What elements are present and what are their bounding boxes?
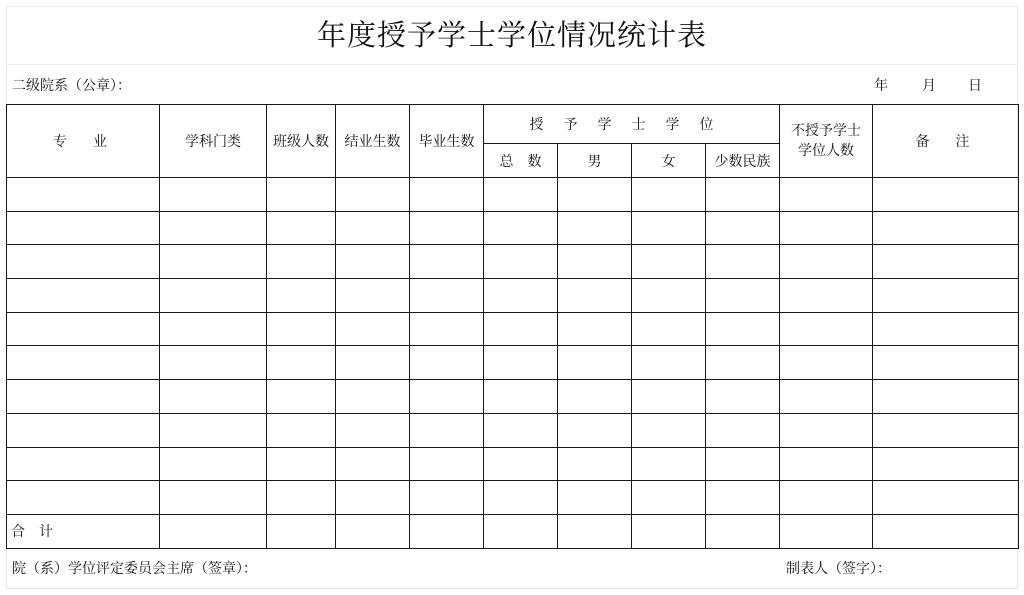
table-cell[interactable] (632, 211, 706, 245)
table-cell[interactable] (336, 346, 410, 380)
header-female: 女 (632, 144, 706, 178)
table-cell[interactable] (336, 245, 410, 279)
table-cell[interactable] (160, 481, 267, 515)
table-cell[interactable] (160, 245, 267, 279)
header-minority: 少数民族 (706, 144, 780, 178)
table-cell[interactable] (873, 447, 1019, 481)
table-cell[interactable] (410, 413, 484, 447)
table-cell[interactable] (410, 312, 484, 346)
header-not-awarded (780, 105, 873, 178)
table-cell[interactable] (267, 279, 336, 313)
table-cell[interactable] (706, 514, 780, 548)
table-cell[interactable] (706, 481, 780, 515)
table-cell[interactable] (706, 211, 780, 245)
table-cell[interactable] (160, 413, 267, 447)
statistics-table (6, 104, 1019, 549)
table-cell[interactable] (558, 447, 632, 481)
header-male: 男 (558, 144, 632, 178)
table-cell[interactable] (267, 312, 336, 346)
department-label: 二级院系（公章）： (12, 78, 131, 94)
table-cell[interactable] (410, 481, 484, 515)
table-row (7, 413, 1019, 447)
table-cell[interactable] (706, 245, 780, 279)
table-cell[interactable] (780, 178, 873, 212)
table-cell[interactable] (336, 211, 410, 245)
table-cell[interactable] (558, 346, 632, 380)
table-cell[interactable] (780, 245, 873, 279)
table-cell[interactable] (7, 211, 160, 245)
table-cell[interactable] (267, 447, 336, 481)
table-cell[interactable] (706, 447, 780, 481)
table-body (7, 178, 1019, 549)
header-graduate-count: 毕业生数 (410, 105, 484, 178)
table-cell[interactable] (558, 380, 632, 414)
table-cell[interactable] (267, 481, 336, 515)
page-title: 年度授予学士学位情况统计表 (316, 18, 707, 52)
table-cell[interactable] (160, 211, 267, 245)
table-cell[interactable] (632, 514, 706, 548)
table-cell[interactable] (558, 178, 632, 212)
table-cell[interactable] (558, 312, 632, 346)
table-cell[interactable] (336, 279, 410, 313)
table-cell[interactable] (7, 380, 160, 414)
table-cell[interactable] (632, 312, 706, 346)
table-cell[interactable] (7, 413, 160, 447)
table-cell[interactable] (484, 211, 558, 245)
table-cell[interactable] (7, 312, 160, 346)
table-cell[interactable] (267, 178, 336, 212)
table-cell[interactable] (780, 312, 873, 346)
table-cell[interactable] (632, 380, 706, 414)
table-cell[interactable] (484, 312, 558, 346)
total-row (7, 514, 1019, 548)
header-not-awarded-line1: 不授予学士 (791, 123, 861, 139)
table-cell[interactable] (632, 279, 706, 313)
table-cell[interactable] (484, 178, 558, 212)
table-cell[interactable] (873, 245, 1019, 279)
table-cell[interactable] (484, 514, 558, 548)
table-cell[interactable] (558, 245, 632, 279)
table-cell[interactable] (632, 346, 706, 380)
table-cell[interactable] (410, 447, 484, 481)
table-cell[interactable] (160, 279, 267, 313)
table-cell[interactable] (873, 514, 1019, 548)
title-divider (6, 64, 1018, 65)
table-cell[interactable] (780, 380, 873, 414)
table-cell[interactable] (410, 211, 484, 245)
table-cell[interactable] (336, 312, 410, 346)
table-cell[interactable] (873, 178, 1019, 212)
table-cell[interactable] (484, 447, 558, 481)
table-cell[interactable] (706, 279, 780, 313)
table-cell[interactable] (558, 211, 632, 245)
table-cell[interactable] (780, 279, 873, 313)
table-cell[interactable] (873, 279, 1019, 313)
table-row (7, 380, 1019, 414)
header-not-awarded-line2: 学位人数 (798, 143, 854, 159)
table-cell[interactable] (7, 447, 160, 481)
table-cell[interactable] (780, 346, 873, 380)
table-cell[interactable] (336, 447, 410, 481)
table-cell[interactable] (632, 413, 706, 447)
table-cell[interactable] (336, 481, 410, 515)
table-cell[interactable] (706, 312, 780, 346)
table-cell[interactable] (160, 178, 267, 212)
table-cell[interactable] (160, 312, 267, 346)
table-cell[interactable] (336, 413, 410, 447)
table-row (7, 346, 1019, 380)
table-cell[interactable] (780, 211, 873, 245)
table-cell[interactable] (7, 346, 160, 380)
header-major: 专 业 (7, 105, 160, 178)
table-cell[interactable] (267, 413, 336, 447)
table-cell[interactable] (410, 380, 484, 414)
table-cell[interactable] (160, 346, 267, 380)
table-cell[interactable] (160, 447, 267, 481)
date-line (866, 74, 1006, 98)
table-cell[interactable] (267, 380, 336, 414)
total-label: 合计 (7, 514, 160, 548)
table-cell[interactable] (336, 380, 410, 414)
table-cell[interactable] (873, 481, 1019, 515)
table-cell[interactable] (558, 279, 632, 313)
header-completion-count: 结业生数 (336, 105, 410, 178)
table-cell[interactable] (484, 481, 558, 515)
header-discipline: 学科门类 (160, 105, 267, 178)
table-row (7, 447, 1019, 481)
table-cell[interactable] (410, 514, 484, 548)
table-cell[interactable] (873, 211, 1019, 245)
table-cell[interactable] (558, 514, 632, 548)
header-remarks: 备 注 (873, 105, 1019, 178)
date-month-label: 月 (922, 78, 936, 94)
table-cell[interactable] (410, 346, 484, 380)
table-cell[interactable] (632, 447, 706, 481)
table-row (7, 178, 1019, 212)
table-cell[interactable] (160, 514, 267, 548)
table-cell[interactable] (558, 413, 632, 447)
committee-chair-signature-label: 院（系）学位评定委员会主席（签章）： (12, 561, 257, 577)
preparer-signature-label: 制表人（签字）： (786, 561, 891, 577)
table-cell[interactable] (780, 481, 873, 515)
table-cell[interactable] (706, 346, 780, 380)
table-row (7, 312, 1019, 346)
header-total: 总 数 (484, 144, 558, 178)
table-cell[interactable] (7, 279, 160, 313)
header-class-size: 班级人数 (267, 105, 336, 178)
table-cell[interactable] (484, 346, 558, 380)
table-cell[interactable] (706, 178, 780, 212)
table-cell[interactable] (780, 447, 873, 481)
table-cell[interactable] (706, 413, 780, 447)
table-cell[interactable] (484, 380, 558, 414)
date-day-label: 日 (968, 78, 982, 94)
table-cell[interactable] (780, 413, 873, 447)
table-cell[interactable] (873, 312, 1019, 346)
table-cell[interactable] (160, 380, 267, 414)
table-cell[interactable] (336, 178, 410, 212)
header-degree-awarded: 授予学士学位 (484, 105, 780, 144)
table-cell[interactable] (780, 514, 873, 548)
table-cell[interactable] (267, 346, 336, 380)
table-cell[interactable] (873, 380, 1019, 414)
table-cell[interactable] (7, 178, 160, 212)
table-row (7, 245, 1019, 279)
table-cell[interactable] (632, 178, 706, 212)
table-cell[interactable] (267, 211, 336, 245)
table-cell[interactable] (484, 245, 558, 279)
table-cell[interactable] (632, 481, 706, 515)
table-cell[interactable] (484, 279, 558, 313)
table-cell[interactable] (410, 245, 484, 279)
table-row (7, 279, 1019, 313)
table-row (7, 481, 1019, 515)
table-cell[interactable] (267, 514, 336, 548)
table-cell[interactable] (336, 514, 410, 548)
table-cell[interactable] (558, 481, 632, 515)
table-cell[interactable] (484, 413, 558, 447)
table-cell[interactable] (632, 245, 706, 279)
table-cell[interactable] (410, 279, 484, 313)
table-cell[interactable] (7, 481, 160, 515)
table-cell[interactable] (7, 245, 160, 279)
table-cell[interactable] (873, 413, 1019, 447)
table-cell[interactable] (267, 245, 336, 279)
table-cell[interactable] (873, 346, 1019, 380)
table-cell[interactable] (410, 178, 484, 212)
date-year-label: 年 (874, 78, 888, 94)
table-row (7, 211, 1019, 245)
table-cell[interactable] (706, 380, 780, 414)
